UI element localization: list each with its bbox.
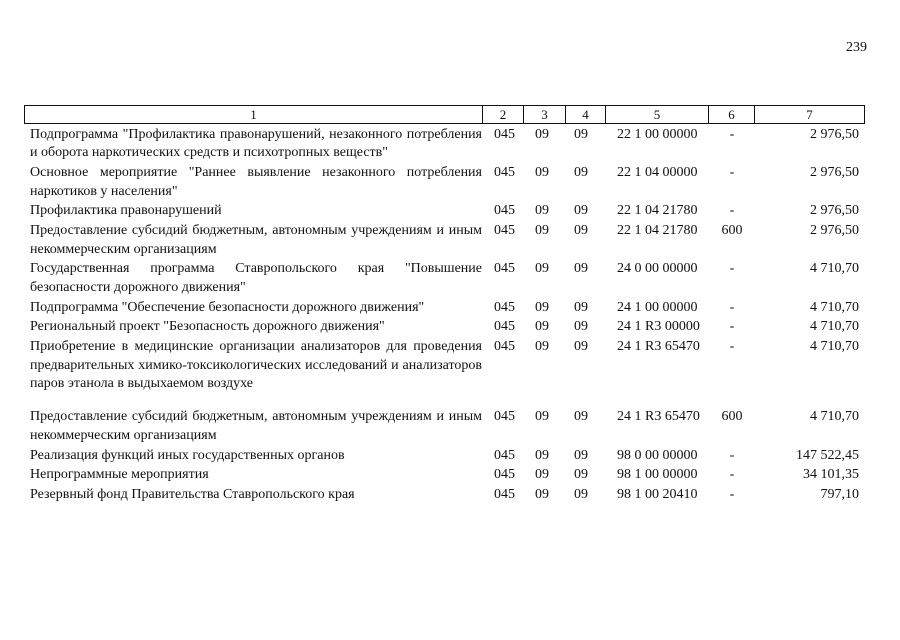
row-expense-type: - <box>729 203 735 219</box>
row-section: 09 <box>535 165 549 181</box>
row-expense-type: - <box>729 261 735 277</box>
header-col-3: 3 <box>524 106 566 124</box>
row-expense-type: - <box>729 467 735 483</box>
row-name: Подпрограмма "Обеспечение безопасности дорожного движения" <box>30 299 425 315</box>
table-row <box>30 164 864 201</box>
row-target-article: 24 1 R3 65470 <box>617 409 700 425</box>
row-section: 09 <box>535 467 549 483</box>
row-amount: 2 976,50 <box>810 223 859 239</box>
row-admin-code: 045 <box>494 299 515 315</box>
row-target-article: 98 1 00 00000 <box>617 467 698 483</box>
row-section: 09 <box>535 299 549 315</box>
row-subsection: 09 <box>574 223 588 239</box>
table-row <box>30 486 864 504</box>
row-name: Основное мероприятие "Раннее выявление незаконного потребления наркотиков у населения" <box>30 165 482 199</box>
row-target-article: 24 0 00 00000 <box>617 261 698 277</box>
row-amount: 797,10 <box>820 487 859 503</box>
row-name: Предоставление субсидий бюджетным, автономным учреждениям и иным некоммерческим организациям <box>30 223 482 257</box>
header-col-6: 6 <box>709 106 755 124</box>
row-admin-code: 045 <box>494 319 515 335</box>
row-section: 09 <box>535 203 549 219</box>
table-row <box>30 202 864 220</box>
row-expense-type: - <box>729 165 735 181</box>
row-subsection: 09 <box>574 339 588 355</box>
row-section: 09 <box>535 127 549 142</box>
row-target-article: 22 1 04 21780 <box>617 203 698 219</box>
table-row <box>30 222 864 259</box>
row-expense-type: - <box>729 319 735 335</box>
page-number: 239 <box>846 40 867 55</box>
row-subsection: 09 <box>574 127 588 142</box>
row-admin-code: 045 <box>494 223 515 239</box>
table-row <box>30 338 864 393</box>
row-name: Реализация функций иных государственных органов <box>30 447 345 463</box>
row-amount: 4 710,70 <box>810 339 859 355</box>
row-name: Непрограммные мероприятия <box>30 467 209 483</box>
row-admin-code: 045 <box>494 165 515 181</box>
row-target-article: 24 1 R3 00000 <box>617 319 700 335</box>
header-col-2: 2 <box>483 106 524 124</box>
header-col-4: 4 <box>566 106 606 124</box>
header-col-5: 5 <box>606 106 709 124</box>
row-expense-type: 600 <box>721 223 743 239</box>
row-name: Предоставление субсидий бюджетным, автономным учреждениям и иным некоммерческим организациям <box>30 409 482 443</box>
row-admin-code: 045 <box>494 339 515 355</box>
table-row <box>30 408 864 445</box>
row-admin-code: 045 <box>494 447 515 463</box>
row-admin-code: 045 <box>494 203 515 219</box>
row-name: Государственная программа Ставропольского края "Повышение безопасности дорожного движения" <box>30 261 482 295</box>
row-target-article: 24 1 R3 65470 <box>617 339 700 355</box>
row-amount: 2 976,50 <box>810 203 859 219</box>
row-section: 09 <box>535 339 549 355</box>
row-amount: 4 710,70 <box>810 409 859 425</box>
row-section: 09 <box>535 409 549 425</box>
row-subsection: 09 <box>574 261 588 277</box>
row-amount: 4 710,70 <box>810 261 859 277</box>
row-subsection: 09 <box>574 319 588 335</box>
row-admin-code: 045 <box>494 409 515 425</box>
row-amount: 2 976,50 <box>810 165 859 181</box>
row-subsection: 09 <box>574 447 588 463</box>
row-subsection: 09 <box>574 467 588 483</box>
row-admin-code: 045 <box>494 261 515 277</box>
row-section: 09 <box>535 223 549 239</box>
row-section: 09 <box>535 319 549 335</box>
row-expense-type: - <box>729 447 735 463</box>
row-name: Подпрограмма "Профилактика правонарушений, незаконного потребления и оборота наркотических средств и психотропных веществ" <box>30 127 482 161</box>
row-admin-code: 045 <box>494 127 515 142</box>
table-row <box>30 447 864 465</box>
header-col-7: 7 <box>755 106 865 124</box>
row-subsection: 09 <box>574 165 588 181</box>
row-expense-type: 600 <box>721 409 743 425</box>
row-target-article: 22 1 04 21780 <box>617 223 698 239</box>
budget-rows <box>30 126 864 506</box>
row-target-article: 22 1 04 00000 <box>617 165 698 181</box>
row-expense-type: - <box>729 127 735 142</box>
row-target-article: 98 1 00 20410 <box>617 487 698 503</box>
row-name: Резервный фонд Правительства Ставропольского края <box>30 487 355 503</box>
column-number-header <box>24 105 865 124</box>
row-amount: 2 976,50 <box>810 127 859 142</box>
row-subsection: 09 <box>574 409 588 425</box>
row-amount: 4 710,70 <box>810 319 859 335</box>
row-admin-code: 045 <box>494 487 515 503</box>
header-col-1: 1 <box>25 106 483 124</box>
table-row <box>30 126 864 163</box>
row-name: Приобретение в медицинские организации анализаторов для проведения предварительных химико-токсикологических исследований и анализаторов паров этанола в выдыхаемом воздухе <box>30 339 482 392</box>
row-amount: 4 710,70 <box>810 299 859 315</box>
row-subsection: 09 <box>574 203 588 219</box>
row-admin-code: 045 <box>494 467 515 483</box>
row-subsection: 09 <box>574 487 588 503</box>
row-expense-type: - <box>729 339 735 355</box>
row-expense-type: - <box>729 487 735 503</box>
table-row <box>30 260 864 297</box>
row-section: 09 <box>535 447 549 463</box>
row-target-article: 22 1 00 00000 <box>617 127 698 142</box>
row-target-article: 24 1 00 00000 <box>617 299 698 315</box>
row-name: Профилактика правонарушений <box>30 203 222 219</box>
table-row <box>30 466 864 484</box>
row-amount: 147 522,45 <box>796 447 859 463</box>
table-row <box>30 299 864 317</box>
row-section: 09 <box>535 487 549 503</box>
row-expense-type: - <box>729 299 735 315</box>
row-target-article: 98 0 00 00000 <box>617 447 698 463</box>
row-amount: 34 101,35 <box>803 467 859 483</box>
table-row <box>30 318 864 336</box>
row-subsection: 09 <box>574 299 588 315</box>
row-name: Региональный проект "Безопасность дорожного движения" <box>30 319 385 335</box>
row-section: 09 <box>535 261 549 277</box>
